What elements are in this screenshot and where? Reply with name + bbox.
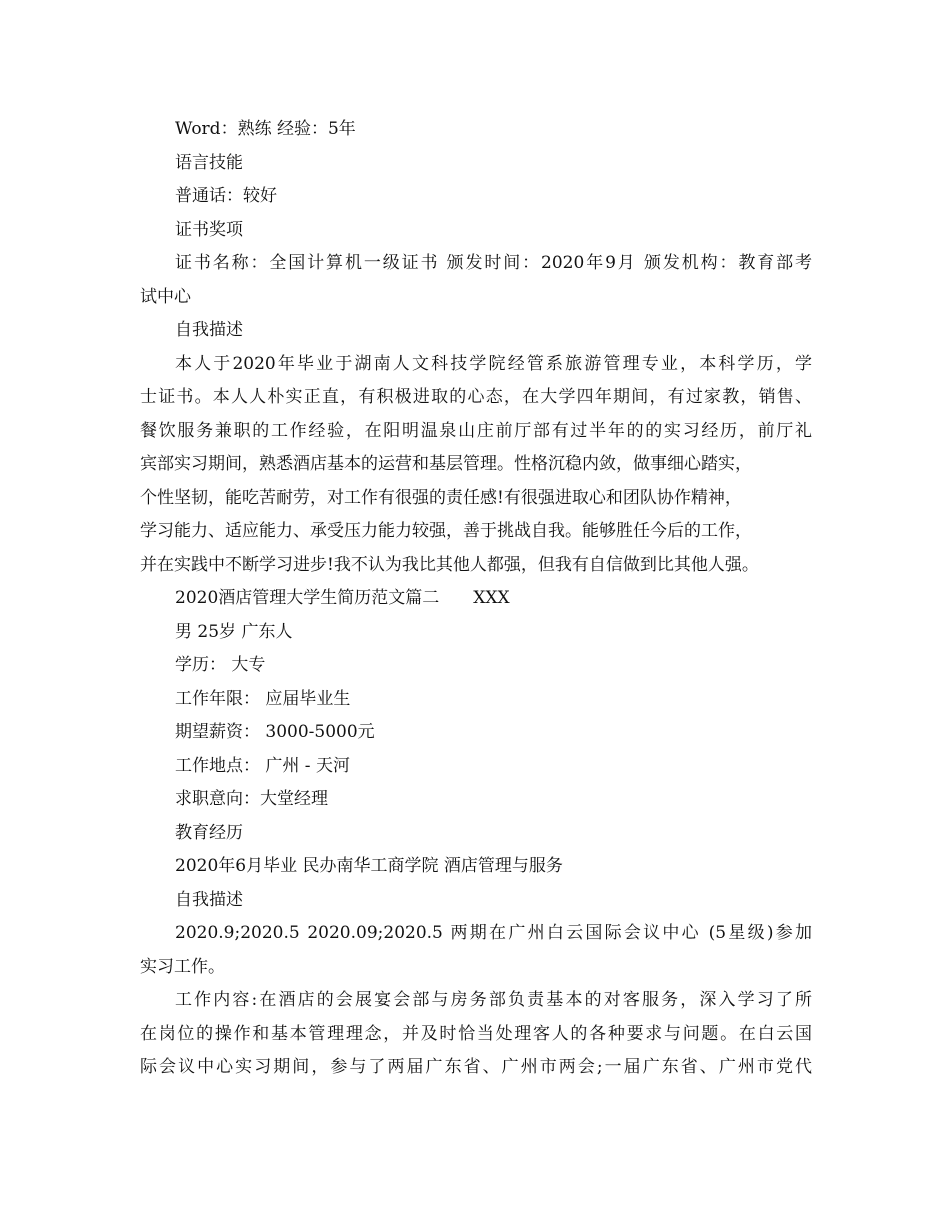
work-location: 工作地点： 广州 - 天河 (175, 755, 350, 776)
paragraph-line: 实习工作。 (140, 956, 225, 977)
skill-word: Word：熟练 经验：5年 (175, 119, 356, 139)
resume-title: 2020酒店管理大学生简历范文篇二 (175, 588, 440, 608)
paragraph-line: 2020.9;2020.5 2020.09;2020.5 两期在广州白云国际会议中心 (5星级)参加 (175, 923, 812, 943)
section-heading-self-description: 自我描述 (175, 320, 243, 340)
certificate-detail: 证书名称：全国计算机一级证书 颁发时间：2020年9月 颁发机构：教育部考 (175, 253, 812, 273)
paragraph-line: 际会议中心实习期间，参与了两届广东省、广州市两会;一届广东省、广州市党代 (140, 1057, 812, 1077)
paragraph-line: 本人于2020年毕业于湖南人文科技学院经管系旅游管理专业，本科学历，学 (175, 353, 812, 374)
paragraph-line: 并在实践中不断学习进步!我不认为我比其他人都强，但我有自信做到比其他人强。 (140, 554, 759, 575)
section-heading-certificates: 证书奖项 (175, 219, 243, 240)
paragraph-line: 学习能力、适应能力、承受压力能力较强，善于挑战自我。能够胜任今后的工作， (140, 521, 752, 541)
work-years: 工作年限： 应届毕业生 (175, 688, 351, 709)
personal-info: 男 25岁 广东人 (175, 621, 293, 642)
paragraph-line: 士证书。本人人朴实正直，有积极进取的心态，在大学四年期间，有过家教，销售、 (140, 387, 812, 407)
resume-name: XXX (473, 588, 510, 608)
education-level: 学历： 大专 (175, 655, 266, 675)
skill-mandarin: 普通话：较好 (175, 186, 277, 206)
paragraph-line: 工作内容:在酒店的会展宴会部与房务部负责基本的对客服务，深入学习了所 (175, 990, 812, 1010)
paragraph-line: 在岗位的操作和基本管理理念，并及时恰当处理客人的各种要求与问题。在白云国 (140, 1023, 812, 1044)
certificate-detail-continued: 试中心 (140, 286, 191, 307)
document-body (140, 113, 812, 1085)
expected-salary: 期望薪资： 3000-5000元 (175, 722, 375, 742)
section-heading-language-skills: 语言技能 (175, 152, 243, 173)
resume-title-line (140, 582, 812, 616)
section-heading-education: 教育经历 (175, 822, 243, 843)
section-heading-self-description-2: 自我描述 (175, 889, 243, 910)
education-entry: 2020年6月毕业 民办南华工商学院 酒店管理与服务 (175, 856, 563, 876)
paragraph-line: 宾部实习期间，熟悉酒店基本的运营和基层管理。性格沉稳内敛，做事细心踏实， (140, 454, 752, 474)
job-objective: 求职意向：大堂经理 (175, 789, 328, 809)
paragraph-line: 餐饮服务兼职的工作经验，在阳明温泉山庄前厅部有过半年的的实习经历，前厅礼 (140, 420, 812, 441)
paragraph-line: 个性坚韧，能吃苦耐劳，对工作有很强的责任感!有很强进取心和团队协作精神， (140, 487, 742, 508)
